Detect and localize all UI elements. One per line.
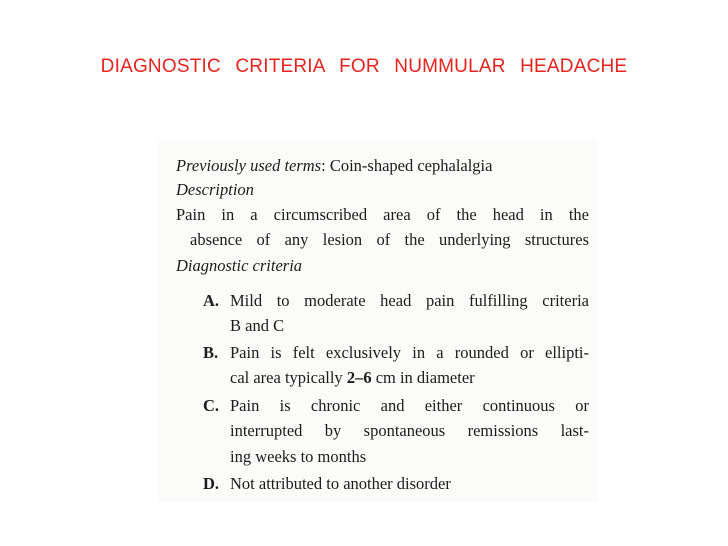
description-heading: Description <box>176 180 254 199</box>
criterion-a-letter: A. <box>203 291 220 310</box>
previously-used-terms-value: : Coin-shaped cephalalgia <box>321 156 493 175</box>
description-line-2: absence of any lesion of the underlying structures <box>190 230 589 249</box>
previously-used-terms <box>176 156 492 176</box>
criterion-c-line-2: interrupted by spontaneous remissions last- <box>230 421 589 440</box>
criterion-d-line-1: Not attributed to another disorder <box>230 474 451 493</box>
criterion-c-line-1: Pain is chronic and either continuous or <box>230 396 589 415</box>
criterion-a-line-1: Mild to moderate head pain fulfilling criteria <box>230 291 589 310</box>
criterion-c-line-3: ing weeks to months <box>230 447 367 466</box>
criterion-b-line-1: Pain is felt exclusively in a rounded or ellipti- <box>230 343 589 362</box>
description-line-1: Pain in a circumscribed area of the head in the <box>176 205 589 224</box>
criterion-d-letter: D. <box>203 474 220 493</box>
slide-title: DIAGNOSTIC CRITERIA FOR NUMMULAR HEADACHE <box>100 56 628 77</box>
diagnostic-criteria-heading: Diagnostic criteria <box>176 256 303 275</box>
criterion-b-letter: B. <box>203 343 219 362</box>
criterion-c-letter: C. <box>203 396 220 415</box>
criterion-a-line-2: B and C <box>230 316 285 335</box>
previously-used-terms-label: Previously used terms <box>176 156 322 175</box>
criterion-b-line-2: cal area typically 2–6 cm in diameter <box>230 368 475 387</box>
